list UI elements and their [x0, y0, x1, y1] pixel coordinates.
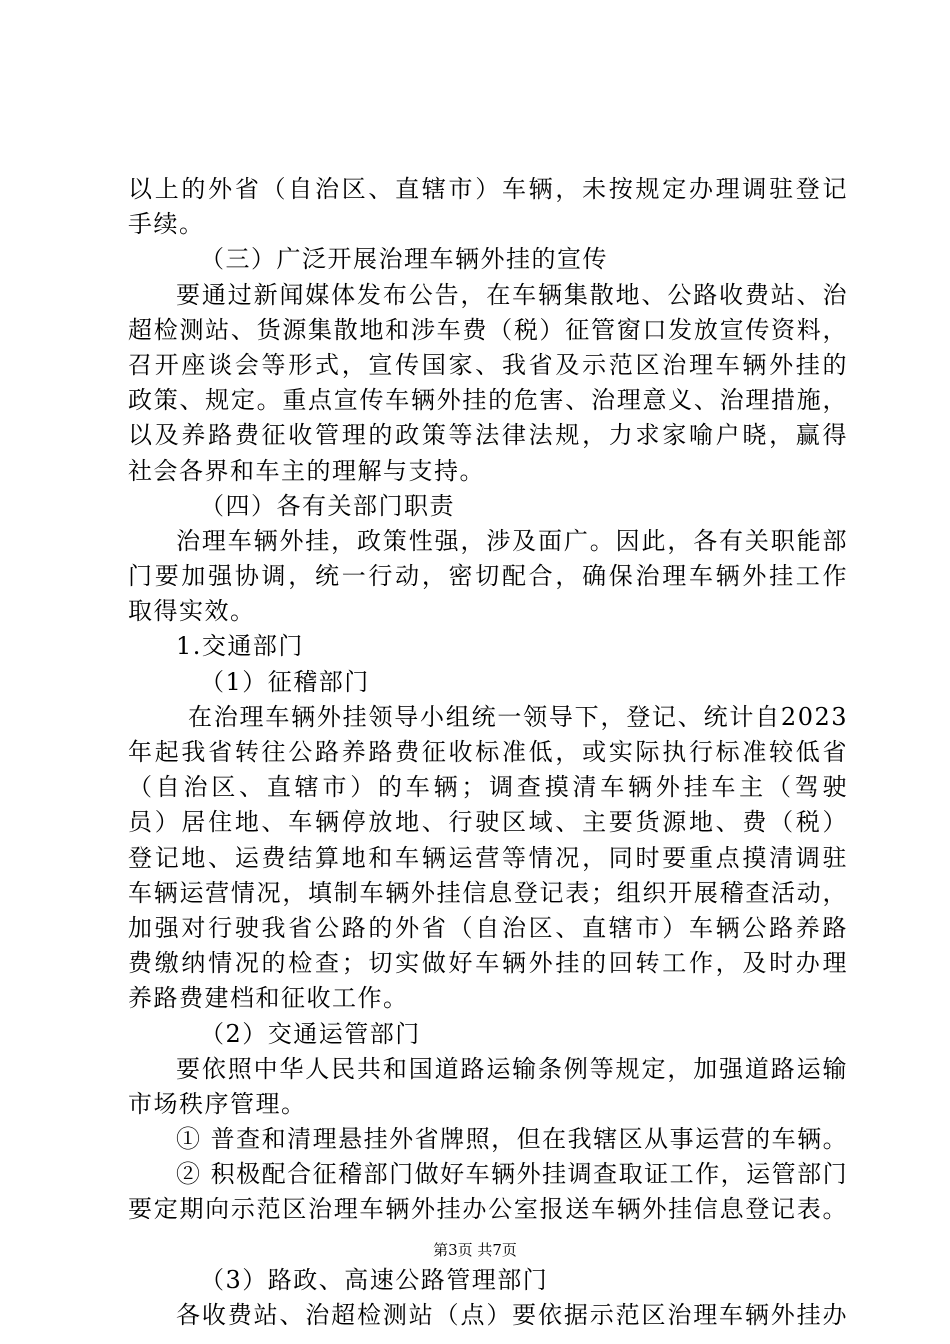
text-line: 治理车辆外挂，政策性强，涉及面广。因此，各有关职能部	[176, 526, 848, 555]
text-line: 登记地、运费结算地和车辆运营等情况，同时要重点摸清调驻	[128, 843, 848, 872]
text-line: 市场秩序管理。	[128, 1089, 307, 1118]
text-line: 员）居住地、车辆停放地、行驶区域、主要货源地、费（税）	[128, 808, 848, 837]
text-line: （三）广泛开展治理车辆外挂的宣传	[200, 245, 608, 274]
text-line: 手续。	[128, 210, 205, 239]
text-line: 要通过新闻媒体发布公告，在车辆集散地、公路收费站、治	[176, 280, 848, 309]
text-line: 加强对行驶我省公路的外省（自治区、直辖市）车辆公路养路	[128, 913, 848, 942]
text-line: 以上的外省（自治区、直辖市）车辆，未按规定办理调驻登记	[128, 175, 848, 203]
text-line: 召开座谈会等形式，宣传国家、我省及示范区治理车辆外挂的	[128, 350, 848, 379]
text-line: 1.交通部门	[176, 632, 304, 661]
text-line: 取得实效。	[128, 597, 256, 626]
text-line: （四）各有关部门职责	[200, 491, 455, 520]
text-line: 社会各界和车主的理解与支持。	[128, 456, 485, 485]
text-line: 超检测站、货源集散地和涉车费（税）征管窗口发放宣传资料，	[128, 315, 848, 344]
text-line: 门要加强协调，统一行动，密切配合，确保治理车辆外挂工作	[128, 562, 848, 591]
document-body	[128, 172, 848, 1333]
text-line: （自治区、直辖市）的车辆；调查摸清车辆外挂车主（驾驶	[128, 773, 848, 802]
text-line: 以及养路费征收管理的政策等法律法规，力求家喻户晓，赢得	[128, 421, 848, 450]
text-line: 费缴纳情况的检查；切实做好车辆外挂的回转工作，及时办理	[128, 949, 848, 978]
text-line: 要定期向示范区治理车辆外挂办公室报送车辆外挂信息登记表。	[128, 1195, 848, 1224]
text-line: 养路费建档和征收工作。	[128, 984, 409, 1013]
text-line: ① 普查和清理悬挂外省牌照，但在我辖区从事运营的车辆。	[176, 1125, 849, 1154]
text-line: 车辆运营情况，填制车辆外挂信息登记表；组织开展稽查活动，	[128, 878, 848, 907]
text-line: （1）征稽部门	[200, 667, 370, 696]
text-line: 政策、规定。重点宣传车辆外挂的危害、治理意义、治理措施，	[128, 386, 848, 415]
text-line: 要依照中华人民共和国道路运输条例等规定，加强道路运输	[176, 1054, 848, 1083]
text-line: 各收费站、治超检测站（点）要依据示范区治理车辆外挂办	[176, 1301, 848, 1329]
text-line: （2）交通运管部门	[200, 1019, 421, 1048]
text-line: 在治理车辆外挂领导小组统一领导下，登记、统计自2023	[188, 702, 848, 731]
text-line: 年起我省转往公路养路费征收标准低，或实际执行标准较低省	[128, 738, 848, 766]
text-line: ② 积极配合征稽部门做好车辆外挂调查取证工作，运管部门	[176, 1160, 849, 1189]
text-line: （3）路政、高速公路管理部门	[200, 1265, 549, 1294]
page-footer: 第3页 共7页	[433, 1241, 517, 1259]
